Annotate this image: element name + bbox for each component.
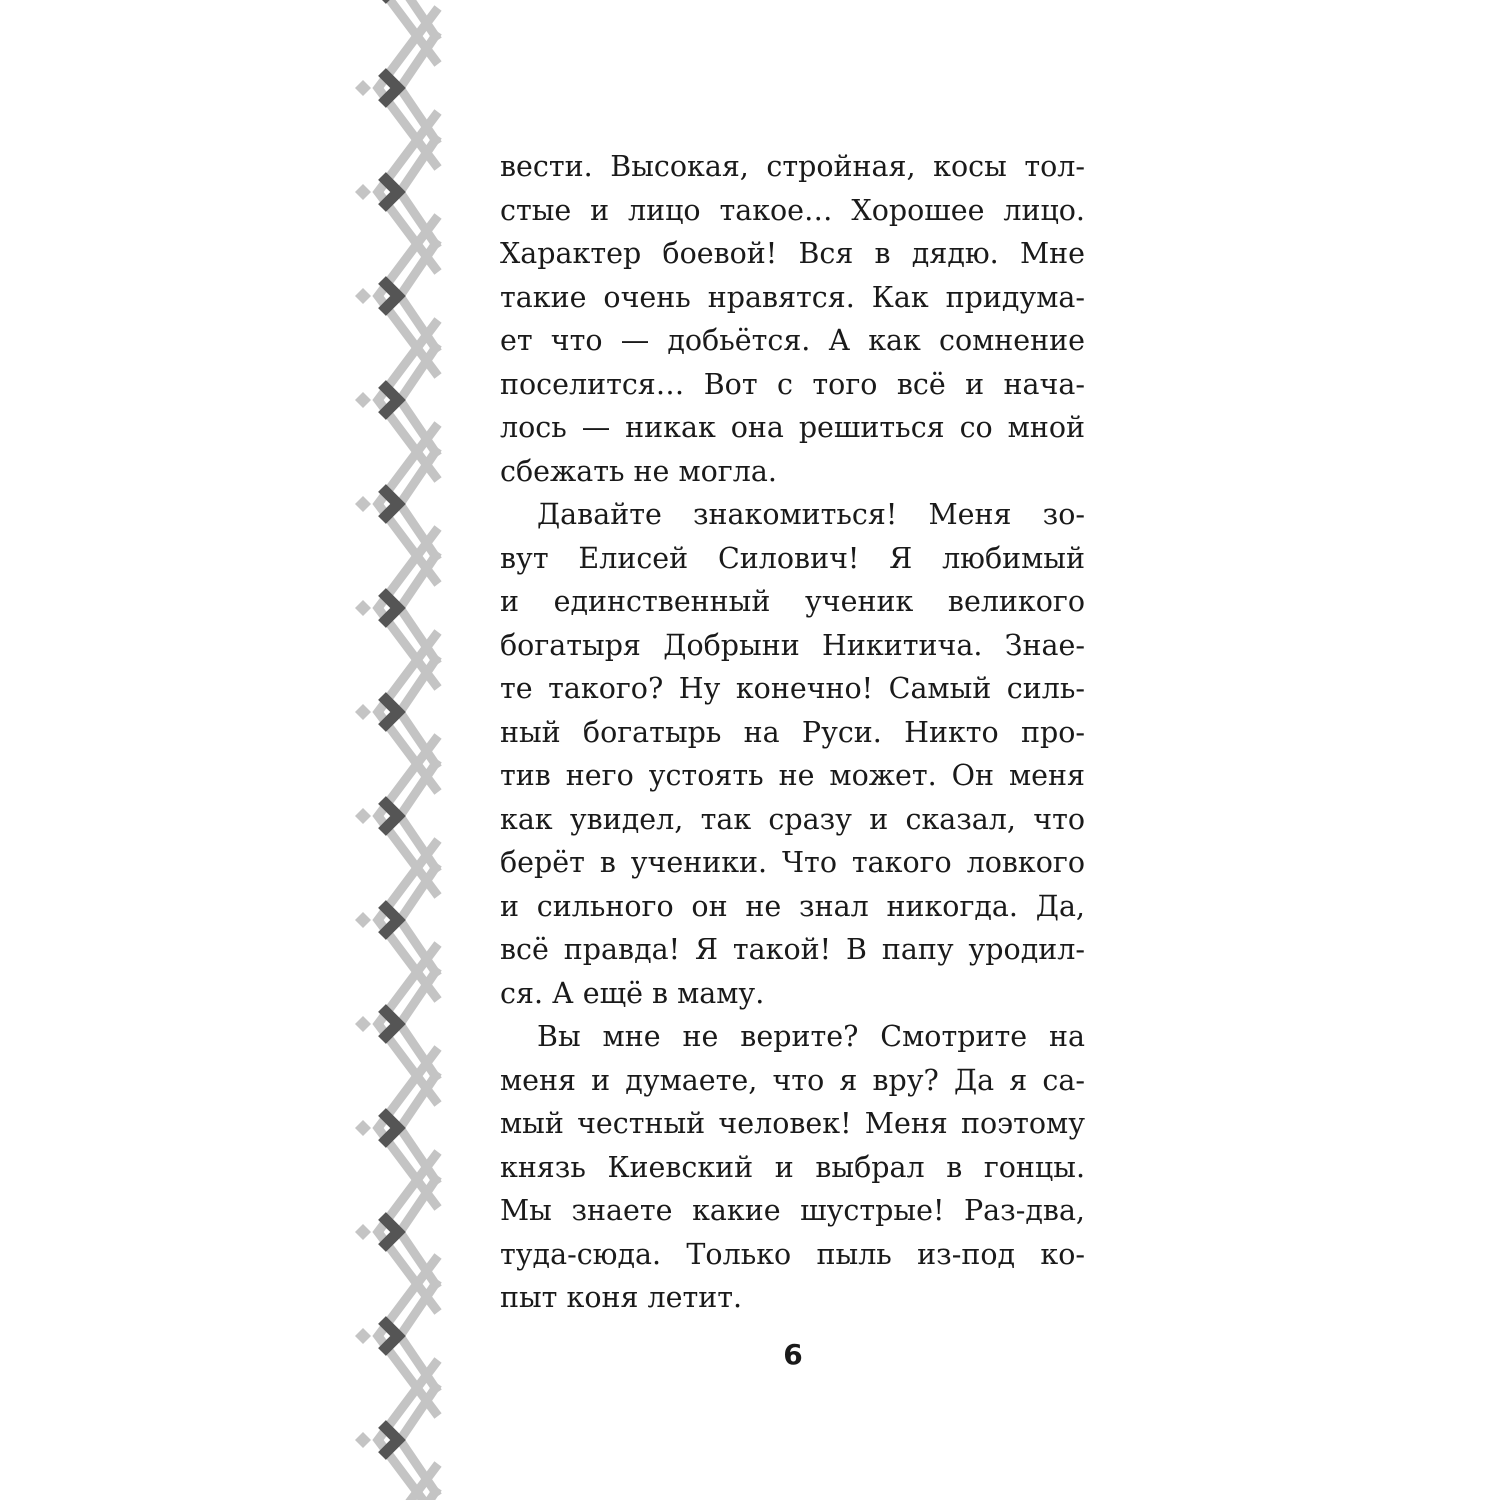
ornament-diamond — [355, 184, 371, 200]
text-line: Мы знаете какие шустрые! Раз-два, — [500, 1194, 1085, 1227]
ornament-diamond — [355, 1328, 371, 1344]
ornament-diamond — [355, 912, 371, 928]
ornament-diamond — [355, 1120, 371, 1136]
ornament-diamond — [355, 496, 371, 512]
page-number: 6 — [783, 1338, 803, 1371]
text-line: Вы мне не верите? Смотрите на — [537, 1020, 1085, 1053]
ornament-motifs — [355, 0, 438, 1500]
text-line: вести. Высокая, стройная, косы тол- — [500, 150, 1085, 183]
text-line: ся. А ещё в маму. — [500, 976, 765, 1010]
ornament-diamond — [355, 80, 371, 96]
text-line: лось — никак она решиться со мной — [500, 411, 1085, 444]
text-line: те такого? Ну конечно! Самый силь- — [500, 672, 1085, 705]
text-line: ный богатырь на Руси. Никто про- — [500, 715, 1085, 749]
ornament-chevron — [382, 280, 398, 312]
ornament-chevron — [382, 384, 398, 416]
ornament-border — [350, 0, 442, 1500]
ornament-chevron — [382, 1424, 398, 1456]
ornament-chevron — [382, 696, 398, 728]
ornament-chevron — [382, 1216, 398, 1248]
text-line: поселится… Вот с того всё и нача- — [500, 367, 1085, 401]
ornament-chevron — [382, 800, 398, 832]
ornament-diamond — [355, 392, 371, 408]
text-line: такие очень нравятся. Как придума- — [500, 280, 1085, 314]
ornament-diamond — [355, 704, 371, 720]
text-line: пыт коня летит. — [500, 1281, 743, 1314]
ornament-diamond — [355, 1224, 371, 1240]
ornament-diamond — [355, 808, 371, 824]
text-line: и единственный ученик великого — [500, 585, 1085, 618]
ornament-diamond — [355, 288, 371, 304]
text-line: Давайте знакомиться! Меня зо- — [537, 498, 1085, 531]
ornament-chevron — [382, 592, 398, 624]
text-line: как увидел, так сразу и сказал, что — [500, 802, 1085, 836]
text-line: богатыря Добрыни Никитича. Знае- — [500, 628, 1085, 662]
ornament-diamond — [355, 1432, 371, 1448]
text-line: стые и лицо такое… Хорошее лицо. — [500, 193, 1085, 227]
text-line: меня и думаете, что я вру? Да я са- — [500, 1063, 1085, 1097]
ornament-chevron — [382, 1008, 398, 1040]
ornament-chevron — [382, 904, 398, 936]
text-line: всё правда! Я такой! В папу уродил- — [500, 933, 1085, 966]
ornament-chevron — [382, 72, 398, 104]
text-line: туда-сюда. Только пыль из-под ко- — [500, 1237, 1085, 1271]
ornament-chevron — [382, 176, 398, 208]
text-line: тив него устоять не может. Он меня — [500, 759, 1085, 792]
ornament-diamond — [355, 600, 371, 616]
text-line: вут Елисей Силович! Я любимый — [500, 541, 1085, 575]
text-line: сбежать не могла. — [500, 454, 777, 488]
text-line: и сильного он не знал никогда. Да, — [500, 889, 1085, 923]
text-line: берёт в ученики. Что такого ловкого — [500, 846, 1085, 879]
ornament-chevron — [382, 1320, 398, 1352]
text-line: князь Киевский и выбрал в гонцы. — [500, 1150, 1085, 1184]
ornament-diamond — [355, 1016, 371, 1032]
ornament-chevron — [382, 1112, 398, 1144]
text-line: ет что — добьётся. А как сомнение — [500, 324, 1085, 357]
body-text — [500, 145, 1085, 1320]
text-line: мый честный человек! Меня поэтому — [500, 1107, 1085, 1140]
text-line: Характер боевой! Вся в дядю. Мне — [500, 237, 1085, 270]
ornament-chevron — [382, 488, 398, 520]
